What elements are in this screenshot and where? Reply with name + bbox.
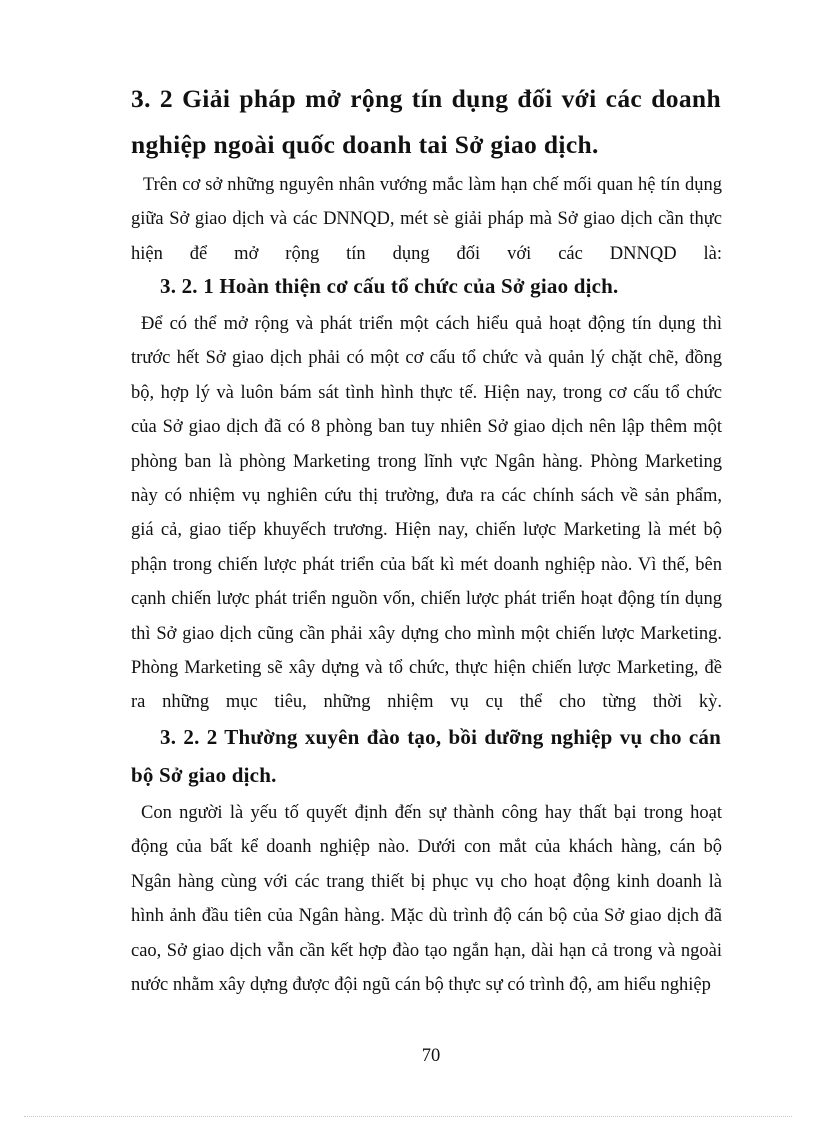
paragraph-line: giá cả, giao tiếp khuyếch trương. Hiện nay, chiến lược Marketing là mét bộ — [131, 520, 722, 541]
subsection-1-paragraph — [131, 307, 722, 720]
intro-line: Trên cơ sở những nguyên nhân vướng mắc làm hạn chế mối quan hệ tín dụng — [143, 175, 722, 195]
page-number: 70 — [421, 1046, 441, 1066]
paragraph-line: động của bất kể doanh nghiệp nào. Dưới con mắt của khách hàng, cán bộ — [131, 837, 722, 858]
paragraph-line: phận trong chiến lược phát triển của bất kì mét doanh nghiệp nào. Vì thế, bên — [131, 554, 722, 575]
intro-line: hiện để mở rộng tín dụng đối với các DNNQD là: — [131, 243, 722, 264]
subsection-2-heading: 3. 2. 2 Thường xuyên đào tạo, bồi dưỡng nghiệp vụ cho cán — [160, 725, 721, 749]
paragraph-line: phòng ban là phòng Marketing trong lĩnh vực Ngân hàng. Phòng Marketing — [131, 451, 722, 472]
paragraph-line: ra những mục tiêu, những nhiệm vụ cụ thể cho từng thời kỳ. — [131, 692, 722, 713]
section-heading: 3. 2 Giải pháp mở rộng tín dụng đối với các doanh nghiệp ngoài quốc doanh tai Sở giao dịch. — [131, 84, 721, 159]
paragraph-line: Để có thể mở rộng và phát triển một cách hiểu quả hoạt động tín dụng thì — [141, 314, 722, 334]
paragraph-line: Phòng Marketing sẽ xây dựng và tổ chức, thực hiện chiến lược Marketing, đề — [131, 658, 722, 679]
subsection-2-heading-continued: bộ Sở giao dịch. — [131, 763, 277, 787]
paragraph-line: Con người là yếu tố quyết định đến sự thành công hay thất bại trong hoạt — [141, 803, 722, 823]
intro-paragraph — [131, 168, 722, 271]
paragraph-line: trước hết Sở giao dịch phải có một cơ cấu tổ chức và quản lý chặt chẽ, đồng — [131, 348, 722, 369]
subsection-2-paragraph — [131, 796, 722, 1002]
subsection-1-heading: 3. 2. 1 Hoàn thiện cơ cấu tổ chức của Sở giao dịch. — [160, 274, 619, 298]
paragraph-line: này có nhiệm vụ nghiên cứu thị trường, đưa ra các chính sách về sản phẩm, — [131, 486, 722, 507]
paragraph-line: Ngân hàng cùng với các trang thiết bị phục vụ cho hoạt động kinh doanh là — [131, 871, 722, 892]
intro-line: giữa Sở giao dịch và các DNNQD, mét sè giải pháp mà Sở giao dịch cần thực — [131, 209, 722, 230]
footer-divider — [24, 1116, 792, 1117]
paragraph-line: bộ, hợp lý và luôn bám sát tình hình thực tế. Hiện nay, trong cơ cấu tổ chức — [131, 382, 722, 403]
paragraph-line: thì Sở giao dịch cũng cần phải xây dựng cho mình một chiến lược Marketing. — [131, 623, 722, 644]
paragraph-line: cao, Sở giao dịch vẫn cần kết hợp đào tạo ngắn hạn, dài hạn cả trong và ngoài — [131, 940, 722, 961]
paragraph-line: cạnh chiến lược phát triển nguồn vốn, chiến lược phát triển hoạt động tín dụng — [131, 589, 722, 610]
paragraph-line: nước nhằm xây dựng được đội ngũ cán bộ thực sự có trình độ, am hiểu nghiệp — [131, 975, 711, 996]
paragraph-line: của Sở giao dịch đã có 8 phòng ban tuy nhiên Sở giao dịch nên lập thêm một — [131, 417, 722, 438]
paragraph-line: hình ảnh đầu tiên của Ngân hàng. Mặc dù trình độ cán bộ của Sở giao dịch đã — [131, 906, 722, 927]
